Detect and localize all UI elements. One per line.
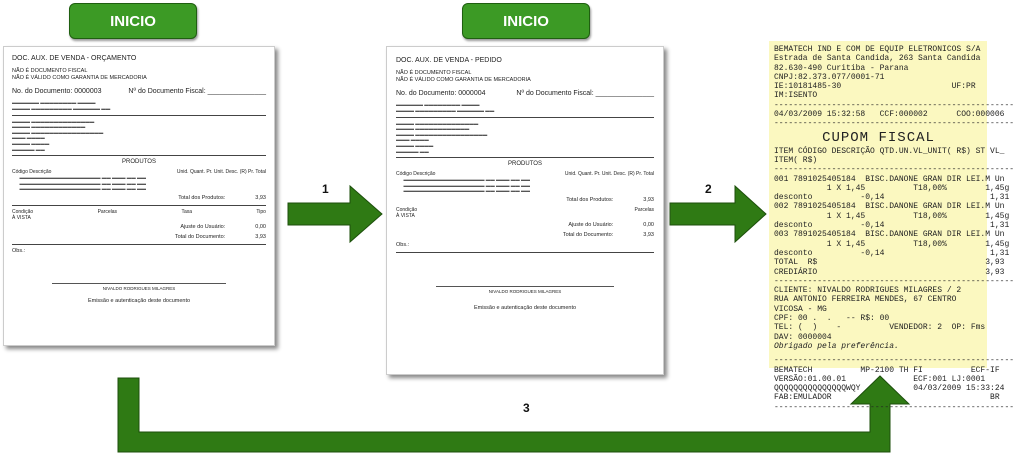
adjust-label: Ajuste do Usuário:	[180, 224, 226, 231]
footer-line: FAB:EMULADOR BR	[774, 393, 1000, 403]
total-products-label: Total dos Produtos:	[566, 196, 614, 203]
receipt-date-line: 04/03/2009 15:32:58 CCF:000002 COO:000006	[774, 110, 1005, 120]
separator: --------------------------------------------------	[774, 356, 1014, 366]
inicio-button-1[interactable]: INICIO	[69, 3, 197, 39]
receipt-line: BEMATECH IND E COM DE EQUIP ELETRONICOS S/A	[774, 45, 981, 54]
total-products-value: 3,93	[643, 196, 654, 203]
receipt-footer	[774, 365, 1005, 403]
arrow-label-1: 1	[322, 182, 329, 196]
receipt-line: IM:ISENTO	[774, 91, 818, 101]
company-header	[774, 45, 983, 101]
receipt-total: TOTAL R$ 3,93	[774, 258, 1005, 268]
arrow-label-2: 2	[705, 182, 712, 196]
doc-title: DOC. AUX. DE VENDA - ORÇAMENTO	[12, 55, 137, 62]
cond-label: Condição	[12, 208, 34, 215]
total-doc-label: Total do Documento:	[562, 232, 614, 239]
receipt-title: CUPOM FISCAL	[822, 129, 935, 146]
fiscal-number: Nº do Documento Fiscal: _______________	[516, 89, 654, 97]
cupom-fiscal-receipt	[769, 41, 1014, 412]
col-values: Unid. Quant. Pr. Unit. Desc. (R) Pr. Total	[564, 170, 654, 177]
signature: NIVALDO RODRIGUES MILAGRES	[436, 286, 614, 295]
adjust-value: 0,00	[255, 224, 266, 231]
footer-line: QQQQQQQQQQQQQQQWQY 04/03/2009 15:33:24	[774, 384, 1005, 394]
col-code: Código Descrição	[12, 168, 52, 175]
total-doc-value: 3,93	[643, 232, 654, 239]
client-info	[774, 286, 986, 342]
products-header: PRODUTOS	[508, 161, 542, 168]
doc-notice-1: NÃO É DOCUMENTO FISCAL	[396, 69, 472, 76]
obs-label: Obs.:	[12, 248, 26, 254]
separator: --------------------------------------------------	[774, 119, 1014, 129]
item-line: 1 X 1,45 T18,00% 1,45g	[774, 183, 1010, 193]
receipt-line: 82.630-490 Curitiba - Parana	[774, 63, 909, 73]
receipt-items	[774, 174, 1010, 259]
fiscal-number: Nº do Documento Fiscal: _______________	[128, 87, 266, 95]
cond-value: À VISTA	[12, 215, 31, 221]
footer-line: VERSÃO:01.00.01 ECF:001 LJ:0001	[774, 374, 986, 384]
doc-title: DOC. AUX. DE VENDA - PEDIDO	[396, 57, 502, 64]
receipt-line: Estrada de Santa Candida, 263 Santa Candida	[774, 54, 981, 64]
receipt-line: IE:10181485-30 UF:PR	[774, 82, 976, 92]
doc-notice-1: NÃO É DOCUMENTO FISCAL	[12, 67, 88, 74]
item-line: desconto -0,14 1,31	[774, 193, 1010, 203]
item-line: desconto -0,14 1,31	[774, 248, 1010, 258]
document-pedido: DOC. AUX. DE VENDA - PEDIDO NÃO É DOCUMENTO FISCAL NÃO É VÁLIDO COMO GARANTIA DE MERCADORIA No. do Documento: 0000004 Nº do Documento Fiscal: _______________ ▬▬▬▬▬▬ ▬▬▬▬▬▬▬▬ ▬▬▬▬ ▬▬▬▬ ▬▬▬▬▬▬▬▬▬ ▬▬▬▬▬▬ ▬▬ ▬▬▬▬ ▬▬▬▬▬▬▬▬▬▬▬▬▬▬ ▬▬▬▬ ▬▬▬▬▬▬▬▬▬▬▬▬ ▬▬▬▬ ▬▬▬▬▬▬▬▬▬▬▬▬▬▬▬▬ ▬▬▬ ▬▬▬▬ ▬▬▬▬ ▬▬▬▬ ▬▬▬▬▬ ▬▬ PRODUTOS Código Descrição Unid. Quant. Pr. Unit. Desc. (R) Pr. Total ▬▬▬▬▬▬▬▬▬▬▬▬▬▬▬▬▬▬ ▬▬ ▬▬▬ ▬▬ ▬▬ ▬▬▬▬▬▬▬▬▬▬▬▬▬▬▬▬▬▬ ▬▬ ▬▬▬ ▬▬ ▬▬ ▬▬▬▬▬▬▬▬▬▬▬▬▬▬▬▬▬▬ ▬▬ ▬▬▬ ▬▬ ▬▬ Total dos Produtos: 3,93 Condição Parcelas À VISTA Ajuste do Usuário: 0,00 Total do Documento: 3,93 Obs.: NIVALDO RODRIGUES MILAGRES Emissão e autenticação deste documento	[386, 46, 664, 375]
receipt-header: ITEM( R$)	[774, 155, 818, 165]
client-line: VICOSA - MG	[774, 304, 827, 314]
cond-value: À VISTA	[396, 213, 415, 219]
col-values: Unid. Quant. Pr. Unit. Desc. (R) Pr. Total	[176, 168, 266, 175]
parcelas-label: Parcelas	[634, 206, 654, 213]
inicio-button-2[interactable]: INICIO	[462, 3, 590, 39]
doc-footer: Emissão e autenticação deste documento	[473, 304, 577, 311]
client-line: TEL: ( ) - VENDEDOR: 2 OP: Fms	[774, 323, 986, 333]
tipo-label: Tipo	[256, 208, 266, 215]
separator: --------------------------------------------------	[774, 276, 1014, 286]
doc-notice-2: NÃO É VÁLIDO COMO GARANTIA DE MERCADORIA	[396, 76, 531, 83]
parcelas-label: Parcelas	[97, 208, 118, 215]
arrow-2	[670, 186, 766, 242]
receipt-header: ITEM CÓDIGO DESCRIÇÃO QTD.UN.VL_UNIT( R$) ST VL_	[774, 146, 1005, 156]
thanks-message: Obrigado pela preferência.	[774, 341, 899, 351]
footer-line: BEMATECH MP-2100 TH FI ECF-IF	[774, 365, 1000, 375]
client-line: CPF: 00 . . -- R$: 00	[774, 314, 890, 324]
item-line: 1 X 1,45 T18,00% 1,45g	[774, 239, 1010, 249]
doc-footer: Emissão e autenticação deste documento	[87, 297, 191, 304]
item-line: 1 X 1,45 T18,00% 1,45g	[774, 211, 1010, 221]
item-line: desconto -0,14 1,31	[774, 221, 1010, 231]
client-line: CLIENTE: NIVALDO RODRIGUES MILAGRES / 2	[774, 286, 962, 296]
document-orcamento: DOC. AUX. DE VENDA - ORÇAMENTO NÃO É DOCUMENTO FISCAL NÃO É VÁLIDO COMO GARANTIA DE MERCADORIA No. do Documento: 0000003 Nº do Documento Fiscal: _______________ ▬▬▬▬▬▬ ▬▬▬▬▬▬▬▬ ▬▬▬▬ ▬▬▬▬ ▬▬▬▬▬▬▬▬▬ ▬▬▬▬▬▬ ▬▬ ▬▬▬▬ ▬▬▬▬▬▬▬▬▬▬▬▬▬▬ ▬▬▬▬ ▬▬▬▬▬▬▬▬▬▬▬▬ ▬▬▬▬ ▬▬▬▬▬▬▬▬▬▬▬▬▬▬▬▬ ▬▬▬ ▬▬▬▬ ▬▬▬▬ ▬▬▬▬ ▬▬▬▬▬ ▬▬ PRODUTOS Código Descrição Unid. Quant. Pr. Unit. Desc. (R) Pr. Total ▬▬▬▬▬▬▬▬▬▬▬▬▬▬▬▬▬▬ ▬▬ ▬▬▬ ▬▬ ▬▬ ▬▬▬▬▬▬▬▬▬▬▬▬▬▬▬▬▬▬ ▬▬ ▬▬▬ ▬▬ ▬▬ ▬▬▬▬▬▬▬▬▬▬▬▬▬▬▬▬▬▬ ▬▬ ▬▬▬ ▬▬ ▬▬ Total dos Produtos: 3,93 Condição Parcelas Taxa Tipo À VISTA Ajuste do Usuário: 0,00 Total do Documento: 3,93 Obs.: NIVALDO RODRIGUES MILAGRES Emissão e autenticação deste documento	[3, 46, 275, 346]
separator: --------------------------------------------------	[774, 165, 1014, 175]
separator: --------------------------------------------------	[774, 100, 1014, 110]
col-code: Código Descrição	[396, 170, 436, 177]
doc-number: No. do Documento: 0000003	[12, 87, 102, 95]
item-line: 003 7891025405184 BISC.DANONE GRAN DIR LEI.M Un	[774, 230, 1005, 240]
doc-number: No. do Documento: 0000004	[396, 89, 486, 97]
total-products-value: 3,93	[255, 194, 266, 201]
total-doc-label: Total do Documento:	[174, 234, 226, 241]
cond-label: Condição	[396, 206, 418, 213]
client-line: DAV: 0000004	[774, 332, 832, 342]
doc-notice-2: NÃO É VÁLIDO COMO GARANTIA DE MERCADORIA	[12, 74, 147, 81]
receipt-line: CNPJ:82.373.077/0001-71	[774, 72, 885, 82]
separator: --------------------------------------------------	[774, 402, 1014, 412]
adjust-label: Ajuste do Usuário:	[568, 222, 614, 229]
item-line: 001 7891025405184 BISC.DANONE GRAN DIR LEI.M Un	[774, 174, 1005, 184]
receipt-credit: CREDIÁRIO 3,93	[774, 267, 1005, 277]
arrow-label-3: 3	[523, 401, 530, 415]
item-line: 002 7891025405184 BISC.DANONE GRAN DIR LEI.M Un	[774, 202, 1005, 212]
signature: NIVALDO RODRIGUES MILAGRES	[52, 283, 226, 292]
obs-label: Obs.:	[396, 242, 410, 248]
total-products-label: Total dos Produtos:	[178, 194, 226, 201]
total-doc-value: 3,93	[255, 234, 266, 241]
client-line: RUA ANTONIO FERREIRA MENDES, 67 CENTRO	[774, 295, 957, 305]
taxa-label: Taxa	[181, 208, 192, 215]
arrow-1	[288, 186, 382, 242]
adjust-value: 0,00	[643, 222, 654, 229]
products-header: PRODUTOS	[122, 159, 156, 166]
